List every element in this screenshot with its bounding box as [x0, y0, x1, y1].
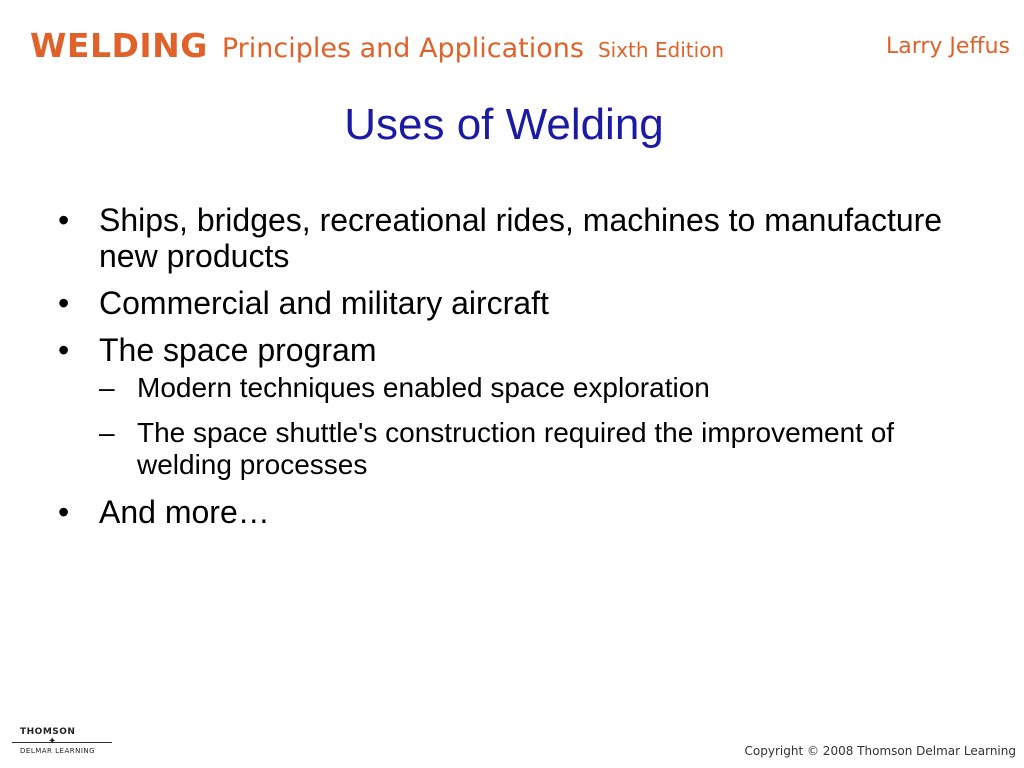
- sub-bullet-list: [99, 372, 958, 481]
- publisher-logo: [12, 727, 122, 763]
- sub-bullet-text: Modern techniques enabled space exploration: [137, 372, 710, 403]
- bullet-marker: •: [58, 494, 70, 530]
- bullet-item: [58, 285, 958, 321]
- author-name: Larry Jeffus: [885, 34, 1010, 59]
- logo-top-text: THOMSON: [20, 727, 76, 737]
- sub-bullet-marker: –: [99, 417, 115, 448]
- bullet-text: Commercial and military aircraft: [99, 285, 549, 321]
- slide-header: [0, 0, 1024, 80]
- bullet-item: [58, 332, 958, 481]
- logo-star-icon: ✦: [48, 736, 57, 747]
- bullet-marker: •: [58, 285, 70, 321]
- sub-bullet-text: The space shuttle's construction required the improvement of welding processes: [137, 417, 895, 480]
- sub-bullet-item: [99, 417, 958, 481]
- bullet-item: [58, 494, 958, 530]
- bullet-item: [58, 202, 958, 274]
- book-title: WELDING: [30, 26, 208, 65]
- bullet-text: Ships, bridges, recreational rides, machines to manufacture new products: [99, 202, 943, 274]
- bullet-marker: •: [58, 332, 70, 368]
- sub-bullet-item: [99, 372, 958, 404]
- logo-bottom-text: DELMAR LEARNING: [20, 747, 96, 755]
- book-edition: Sixth Edition: [597, 38, 725, 62]
- slide-title: Uses of Welding: [344, 100, 664, 149]
- copyright-notice: Copyright © 2008 Thomson Delmar Learning: [744, 744, 1016, 758]
- logo-divider: [12, 742, 112, 743]
- book-subtitle: Principles and Applications: [221, 33, 584, 64]
- bullet-text: The space program: [99, 332, 377, 368]
- bullet-list: [58, 202, 958, 541]
- book-banner: [30, 26, 724, 65]
- bullet-text: And more…: [99, 494, 270, 530]
- bullet-marker: •: [58, 202, 70, 238]
- sub-bullet-marker: –: [99, 372, 115, 403]
